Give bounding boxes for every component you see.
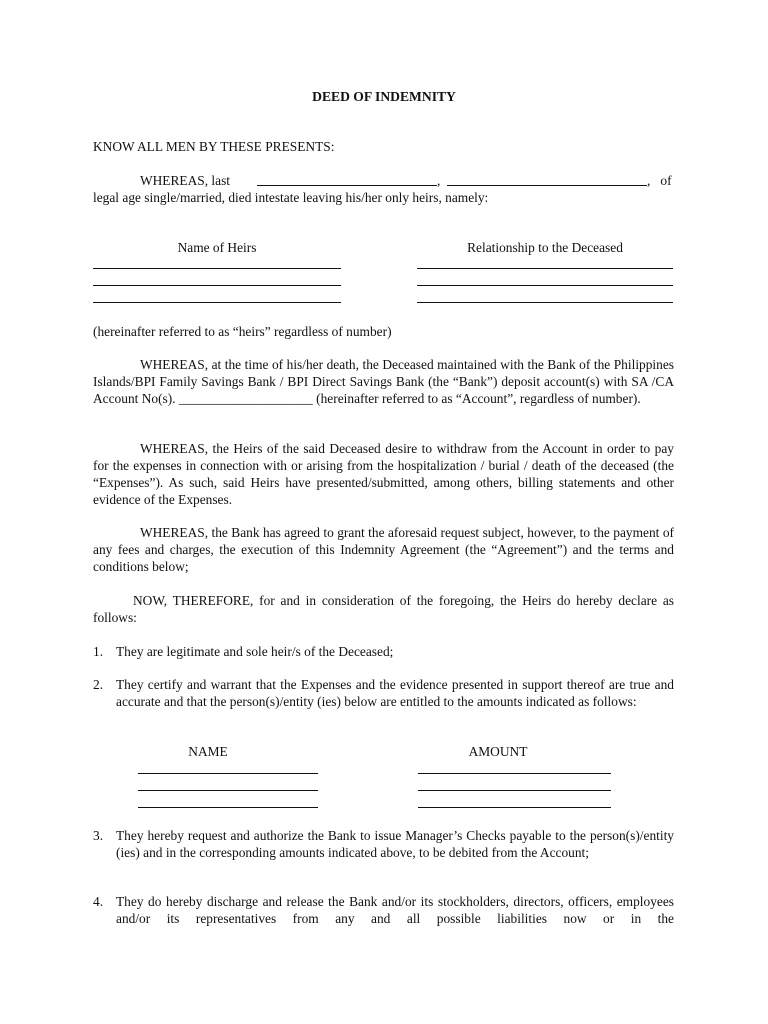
heirs-col-relationship-header: Relationship to the Deceased: [467, 240, 623, 255]
amount-col-amount-header: AMOUNT: [468, 744, 528, 759]
item-number: 3.: [93, 828, 104, 843]
payee-name-blank[interactable]: [138, 790, 318, 791]
heir-relationship-blank[interactable]: [417, 302, 673, 303]
whereas1-end: , of: [647, 173, 672, 188]
payee-amount-blank[interactable]: [418, 773, 611, 774]
payee-amount-blank[interactable]: [418, 790, 611, 791]
item-text: They are legitimate and sole heir/s of the Deceased;: [116, 644, 394, 659]
payee-name-blank[interactable]: [138, 807, 318, 808]
whereas2-paragraph: WHEREAS, at the time of his/her death, the Deceased maintained with the Bank of the Philippines Islands/BPI Family Savings Bank / BPI Direct Savings Bank (the “Bank”) deposit account(s) with SA /CA Account No(s). ____________________ (hereinafter referred to as “Account”, regardless of number).: [93, 357, 674, 406]
payee-name-blank[interactable]: [138, 773, 318, 774]
whereas1-comma: ,: [437, 173, 441, 188]
item-text: They hereby request and authorize the Bank to issue Manager’s Checks payable to the person(s)/entity (ies) and in the corresponding amounts indicated above, to be debited from the Account;: [116, 828, 674, 860]
deceased-name-blank[interactable]: [257, 185, 437, 186]
payee-amount-blank[interactable]: [418, 807, 611, 808]
heir-name-blank[interactable]: [93, 285, 341, 286]
item-number: 4.: [93, 894, 104, 909]
heir-name-blank[interactable]: [93, 302, 341, 303]
item-text: They do hereby discharge and release the Bank and/or its stockholders, directors, officers, employees and/or its representatives from any and all possible liabilities now or in the: [116, 894, 674, 926]
whereas1-line2: legal age single/married, died intestate leaving his/her only heirs, namely:: [93, 190, 489, 205]
heirs-col-name-header: Name of Heirs: [177, 240, 257, 255]
heir-relationship-blank[interactable]: [417, 268, 673, 269]
heir-relationship-blank[interactable]: [417, 285, 673, 286]
heir-name-blank[interactable]: [93, 268, 341, 269]
item-number: 2.: [93, 677, 104, 692]
whereas4-paragraph: WHEREAS, the Bank has agreed to grant the aforesaid request subject, however, to the payment of any fees and charges, the execution of this Indemnity Agreement (the “Agreement”) and the terms and conditions below;: [93, 525, 674, 574]
item-number: 1.: [93, 644, 104, 659]
deceased-residence-blank[interactable]: [447, 185, 647, 186]
hereinafter-note: (hereinafter referred to as “heirs” regardless of number): [93, 324, 392, 339]
know-all-heading: KNOW ALL MEN BY THESE PRESENTS:: [93, 139, 335, 154]
whereas3-paragraph: WHEREAS, the Heirs of the said Deceased desire to withdraw from the Account in order to pay for the expenses in connection with or arising from the hospitalization / burial / death of the deceased (the “Expenses”). As such, said Heirs have presented/submitted, among others, billing statements and other evidence of the Expenses.: [93, 441, 674, 507]
document-title: DEED OF INDEMNITY: [312, 89, 456, 104]
now-therefore-paragraph: NOW, THEREFORE, for and in consideration of the foregoing, the Heirs do hereby declare as follows:: [93, 593, 674, 625]
amount-col-name-header: NAME: [188, 744, 228, 759]
whereas1-start: WHEREAS, last: [140, 173, 231, 188]
item-text: They certify and warrant that the Expenses and the evidence presented in support thereof are true and accurate and that the person(s)/entity (ies) below are entitled to the amounts indicated as follows:: [116, 677, 674, 709]
